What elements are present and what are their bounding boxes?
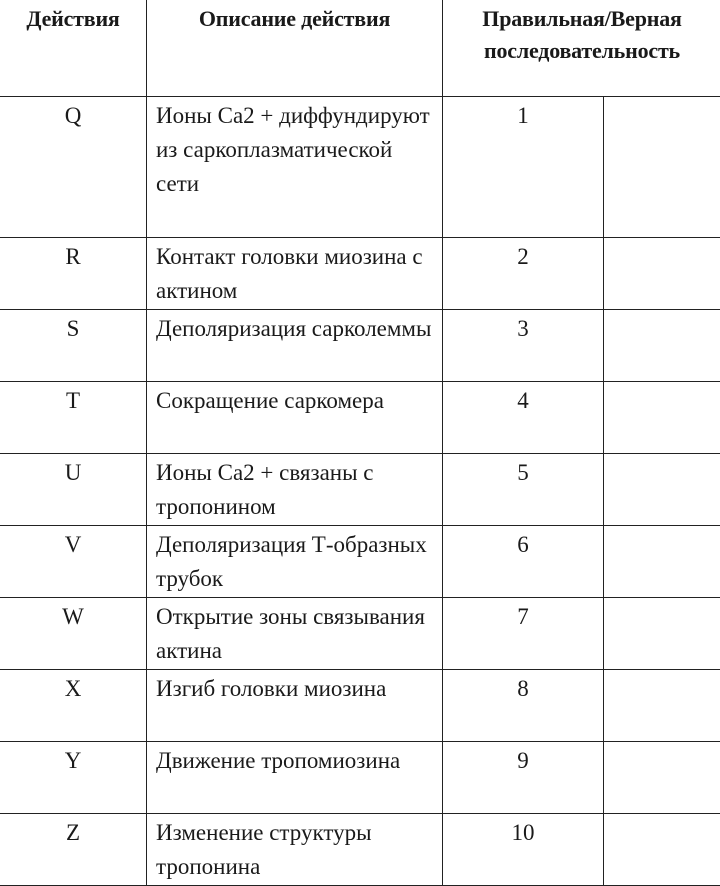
action-id: R xyxy=(0,238,147,310)
empty-cell xyxy=(604,97,720,238)
action-id: U xyxy=(0,454,147,526)
table-row xyxy=(0,598,720,670)
action-id: Q xyxy=(0,97,147,238)
table-row xyxy=(0,526,720,598)
action-id: W xyxy=(0,598,147,670)
sequence-number: 3 xyxy=(443,310,604,382)
table-row xyxy=(0,97,720,238)
empty-cell xyxy=(604,526,720,598)
sequence-number: 2 xyxy=(443,238,604,310)
sequence-number: 6 xyxy=(443,526,604,598)
table-row xyxy=(0,310,720,382)
empty-cell xyxy=(604,238,720,310)
action-description: Ионы Са2 + диффундируют из саркоплазматической сети xyxy=(147,97,443,238)
action-description: Контакт головки миозина с актином xyxy=(147,238,443,310)
empty-cell xyxy=(604,382,720,454)
header-row xyxy=(0,0,720,97)
empty-cell xyxy=(604,670,720,742)
empty-cell xyxy=(604,598,720,670)
header-sequence: Правильная/Верная последовательность xyxy=(443,0,720,97)
action-id: T xyxy=(0,382,147,454)
empty-cell xyxy=(604,310,720,382)
table-row xyxy=(0,454,720,526)
empty-cell xyxy=(604,454,720,526)
sequence-number: 5 xyxy=(443,454,604,526)
sequence-number: 9 xyxy=(443,742,604,814)
table-row xyxy=(0,382,720,454)
sequence-number: 8 xyxy=(443,670,604,742)
action-description: Изменение структуры тропонина xyxy=(147,814,443,886)
sequence-number: 1 xyxy=(443,97,604,238)
action-description: Ионы Са2 + связаны с тропонином xyxy=(147,454,443,526)
action-description: Деполяризация сарколеммы xyxy=(147,310,443,382)
action-id: V xyxy=(0,526,147,598)
table-row xyxy=(0,742,720,814)
table-row xyxy=(0,238,720,310)
table-row xyxy=(0,814,720,886)
action-id: Y xyxy=(0,742,147,814)
empty-cell xyxy=(604,742,720,814)
action-id: Z xyxy=(0,814,147,886)
action-description: Деполяризация Т-образных трубок xyxy=(147,526,443,598)
action-description: Изгиб головки миозина xyxy=(147,670,443,742)
empty-cell xyxy=(604,814,720,886)
action-id: X xyxy=(0,670,147,742)
sequence-number: 4 xyxy=(443,382,604,454)
table-row xyxy=(0,670,720,742)
sequence-number: 7 xyxy=(443,598,604,670)
action-description: Сокращение саркомера xyxy=(147,382,443,454)
sequence-number: 10 xyxy=(443,814,604,886)
action-id: S xyxy=(0,310,147,382)
header-description: Описание действия xyxy=(147,0,443,97)
header-action: Действия xyxy=(0,0,147,97)
action-description: Движение тропомиозина xyxy=(147,742,443,814)
action-description: Открытие зоны связывания актина xyxy=(147,598,443,670)
